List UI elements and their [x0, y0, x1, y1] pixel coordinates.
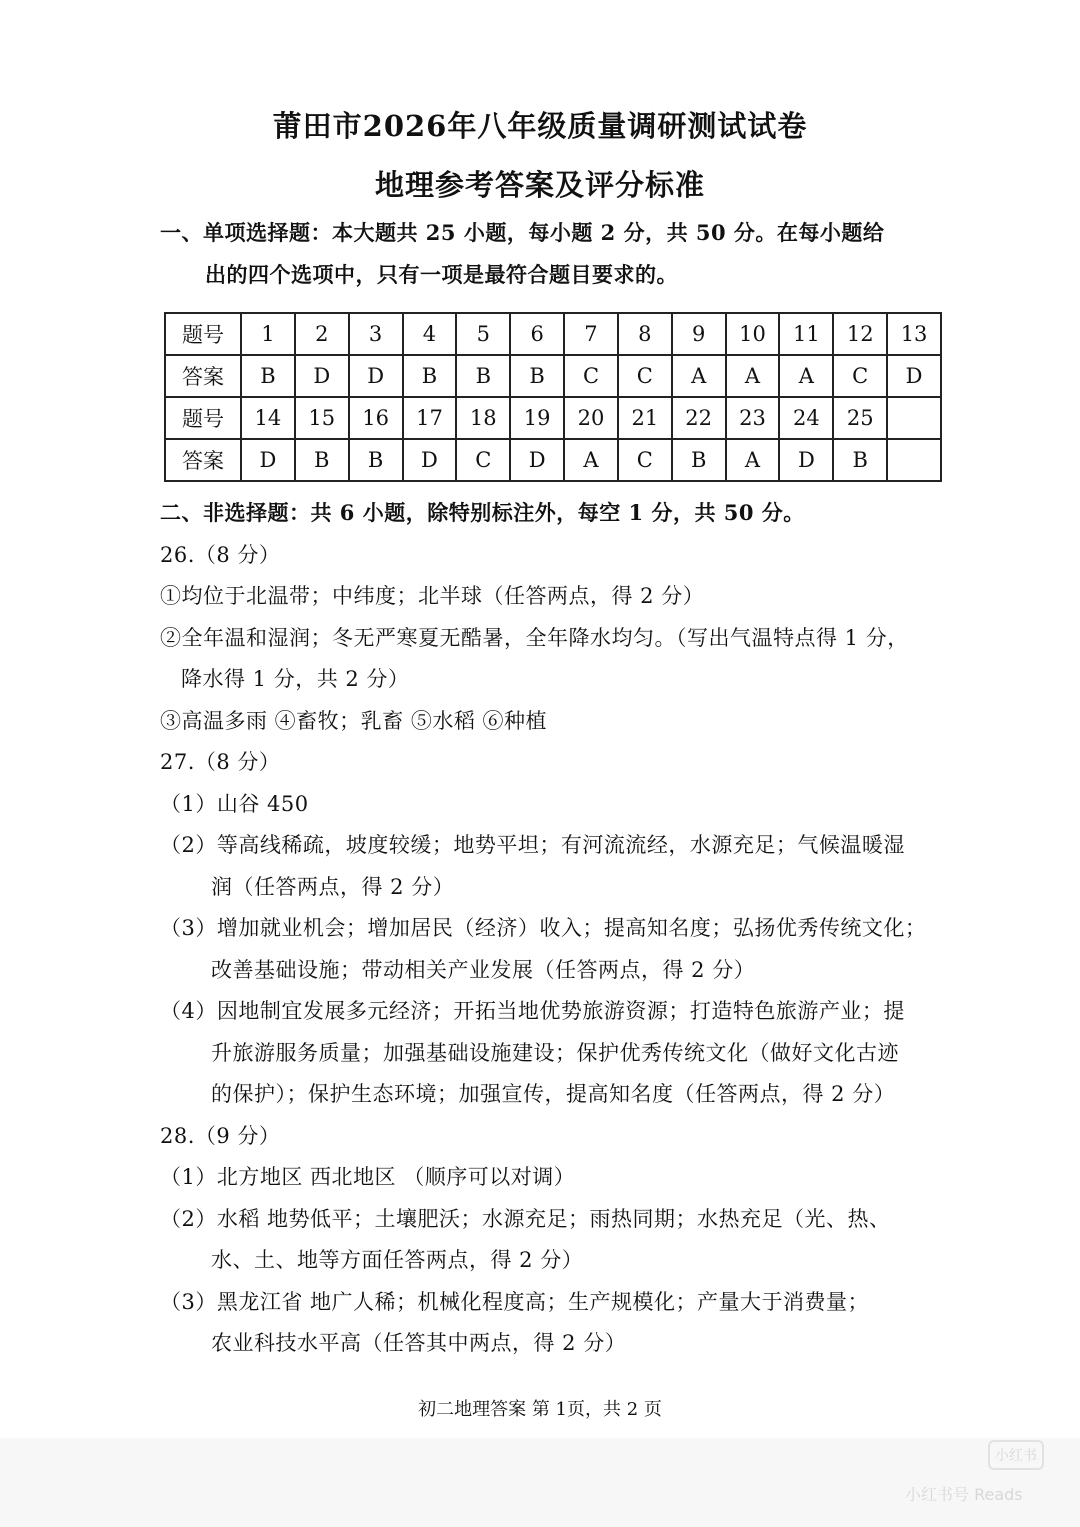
table-cell: A — [726, 439, 780, 481]
table-cell: C — [618, 439, 672, 481]
table-cell: A — [564, 439, 618, 481]
table-cell: 14 — [241, 397, 295, 439]
answer-line: 升旅游服务质量；加强基础设施建设；保护优秀传统文化（做好文化古迹 — [211, 1041, 899, 1065]
table-cell: B — [510, 355, 564, 397]
table-row-question-1 — [165, 313, 941, 355]
question-28-heading: 28.（9 分） — [160, 1124, 281, 1148]
table-cell: B — [295, 439, 349, 481]
row-label: 题号 — [165, 397, 241, 439]
table-cell: B — [672, 439, 726, 481]
answer-line: 水、土、地等方面任答两点，得 2 分） — [211, 1248, 584, 1272]
answer-line: （2）等高线稀疏，坡度较缓；地势平坦；有河流流经，水源充足；气候温暖湿 — [160, 833, 905, 857]
table-cell: A — [726, 355, 780, 397]
table-cell: 3 — [349, 313, 403, 355]
table-cell: 7 — [564, 313, 618, 355]
answer-line: （3）黑龙江省 地广人稀；机械化程度高；生产规模化；产量大于消费量； — [160, 1290, 870, 1314]
answer-line: 的保护）；保护生态环境；加强宣传，提高知名度（任答两点，得 2 分） — [211, 1082, 896, 1106]
table-cell: 16 — [349, 397, 403, 439]
table-cell: B — [349, 439, 403, 481]
watermark-text: 小红书号 Reads — [905, 1485, 1023, 1504]
table-cell: B — [241, 355, 295, 397]
table-cell: B — [456, 355, 510, 397]
table-cell: A — [779, 355, 833, 397]
table-cell: 23 — [726, 397, 780, 439]
table-cell: C — [456, 439, 510, 481]
table-row-answer-2 — [165, 439, 941, 481]
answer-line: （2）水稻 地势低平；土壤肥沃；水源充足；雨热同期；水热充足（光、热、 — [160, 1207, 891, 1231]
table-row-answer-1 — [165, 355, 941, 397]
table-cell: 9 — [672, 313, 726, 355]
table-cell: 2 — [295, 313, 349, 355]
table-cell: 5 — [456, 313, 510, 355]
page-title: 莆田市2026年八年级质量调研测试试卷 — [272, 109, 808, 143]
table-cell: D — [241, 439, 295, 481]
row-label: 题号 — [165, 313, 241, 355]
table-cell: D — [887, 355, 941, 397]
answer-line: 降水得 1 分，共 2 分） — [181, 667, 410, 691]
watermark-logo: 小红书 — [988, 1440, 1044, 1470]
answer-table — [164, 312, 942, 482]
table-cell: 4 — [403, 313, 457, 355]
table-cell: 13 — [887, 313, 941, 355]
table-cell: A — [672, 355, 726, 397]
answer-line: 改善基础设施；带动相关产业发展（任答两点，得 2 分） — [211, 958, 756, 982]
table-cell: C — [564, 355, 618, 397]
answer-line: （1）山谷 450 — [160, 792, 309, 816]
section1-heading-line2: 出的四个选项中，只有一项是最符合题目要求的。 — [205, 262, 678, 287]
answer-line: ③高温多雨 ④畜牧；乳畜 ⑤水稻 ⑥种植 — [160, 709, 548, 733]
answer-line: ②全年温和湿润；冬无严寒夏无酷暑，全年降水均匀。（写出气温特点得 1 分， — [160, 626, 909, 650]
row-label: 答案 — [165, 355, 241, 397]
table-cell: C — [833, 355, 887, 397]
table-cell: 18 — [456, 397, 510, 439]
table-cell: D — [349, 355, 403, 397]
table-cell: D — [510, 439, 564, 481]
table-cell: 19 — [510, 397, 564, 439]
table-cell: 11 — [779, 313, 833, 355]
table-cell: D — [295, 355, 349, 397]
table-cell: 24 — [779, 397, 833, 439]
table-cell: 8 — [618, 313, 672, 355]
table-cell: 25 — [833, 397, 887, 439]
question-26-heading: 26.（8 分） — [160, 543, 281, 567]
question-27-heading: 27.（8 分） — [160, 750, 281, 774]
row-label: 答案 — [165, 439, 241, 481]
section1-heading-line1: 一、单项选择题：本大题共 25 小题，每小题 2 分，共 50 分。在每小题给 — [160, 220, 885, 245]
answer-line: （3）增加就业机会；增加居民（经济）收入；提高知名度；弘扬优秀传统文化； — [160, 916, 927, 940]
table-cell: B — [833, 439, 887, 481]
table-cell — [887, 397, 941, 439]
answer-line: （1）北方地区 西北地区 （顺序可以对调） — [160, 1165, 576, 1189]
table-cell: 20 — [564, 397, 618, 439]
answer-line: 润（任答两点，得 2 分） — [211, 875, 455, 899]
page-footer: 初二地理答案 第 1页，共 2 页 — [418, 1399, 662, 1420]
answer-line: （4）因地制宜发展多元经济；开拓当地优势旅游资源；打造特色旅游产业；提 — [160, 999, 905, 1023]
table-cell: B — [403, 355, 457, 397]
table-cell: 15 — [295, 397, 349, 439]
page-subtitle: 地理参考答案及评分标准 — [374, 168, 705, 202]
table-cell: 22 — [672, 397, 726, 439]
answer-line: ①均位于北温带；中纬度；北半球（任答两点，得 2 分） — [160, 584, 705, 608]
table-cell — [887, 439, 941, 481]
table-cell: 21 — [618, 397, 672, 439]
table-cell: 1 — [241, 313, 295, 355]
table-cell: D — [403, 439, 457, 481]
table-cell: D — [779, 439, 833, 481]
table-cell: C — [618, 355, 672, 397]
table-row-question-2 — [165, 397, 941, 439]
table-cell: 6 — [510, 313, 564, 355]
table-cell: 10 — [726, 313, 780, 355]
answer-line: 农业科技水平高（任答其中两点，得 2 分） — [211, 1331, 627, 1355]
section2-heading: 二、非选择题：共 6 小题，除特别标注外，每空 1 分，共 50 分。 — [160, 500, 805, 525]
table-cell: 17 — [403, 397, 457, 439]
table-cell: 12 — [833, 313, 887, 355]
